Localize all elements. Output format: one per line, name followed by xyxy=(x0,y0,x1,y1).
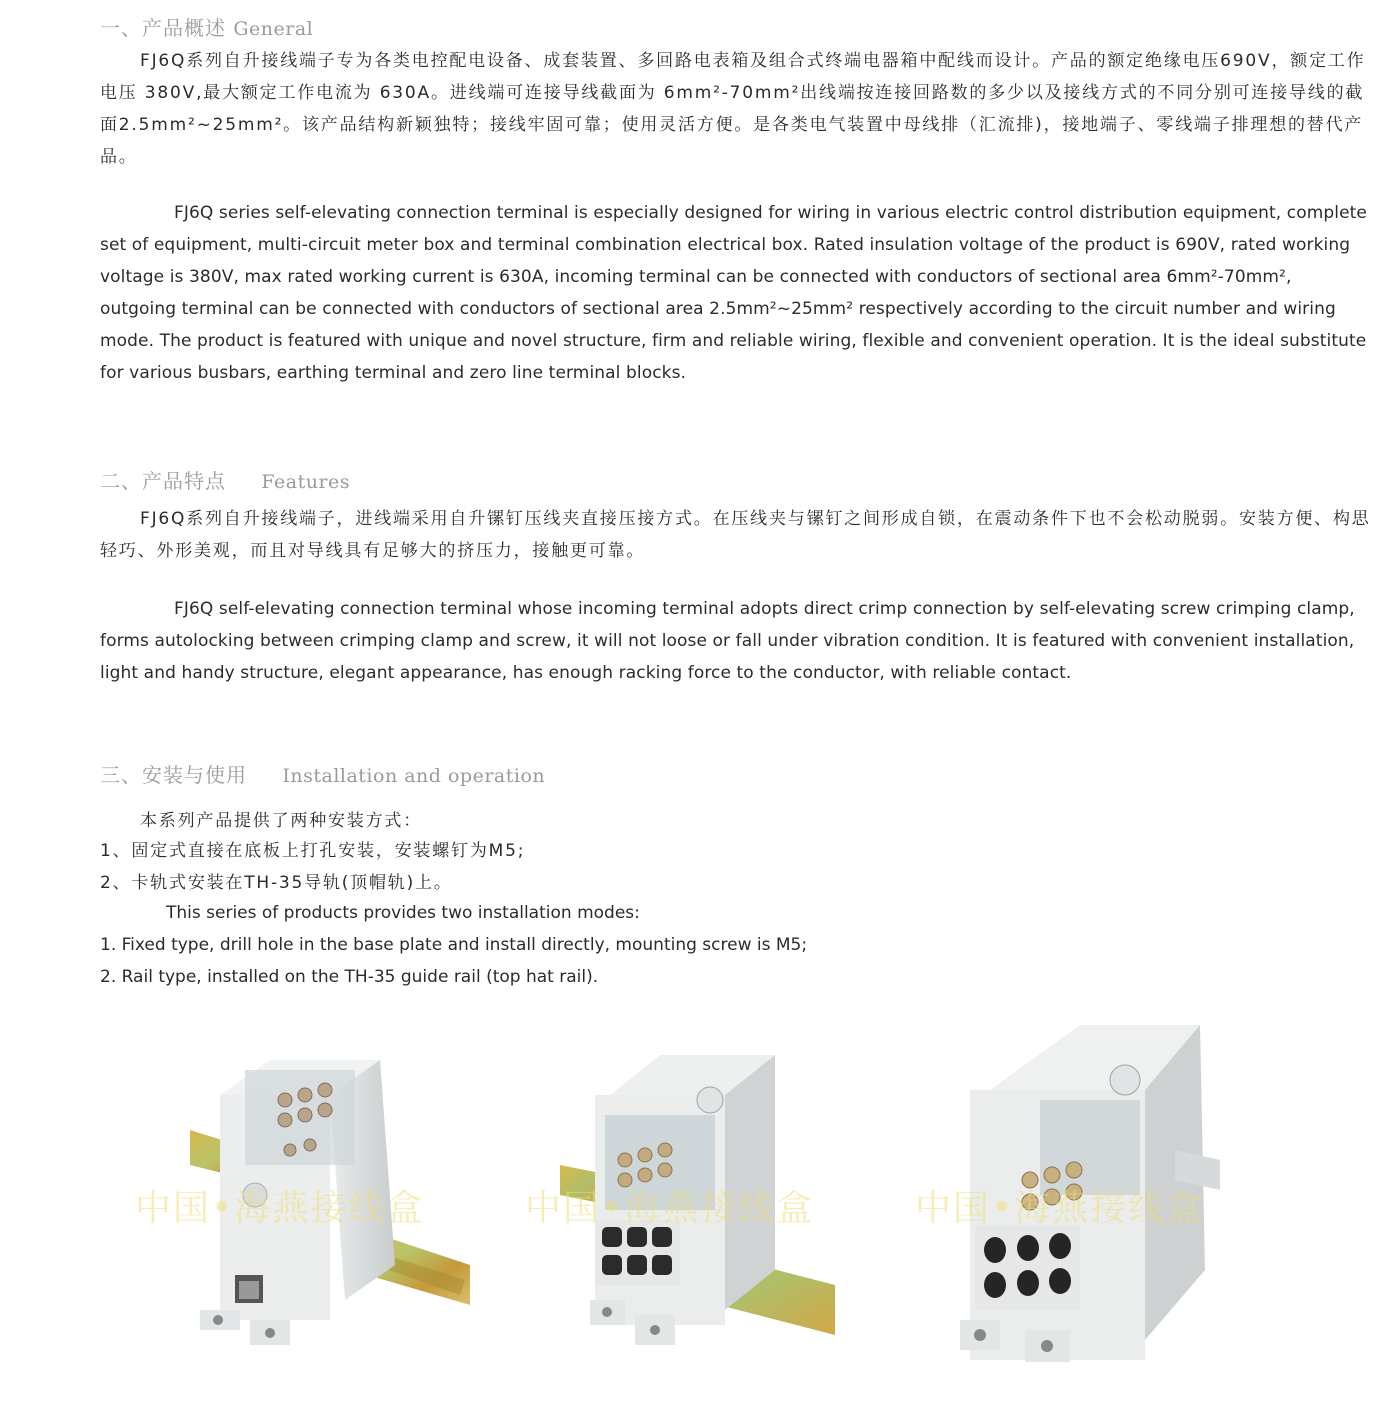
installation-intro-cn: 本系列产品提供了两种安装方式： xyxy=(140,811,422,831)
general-paragraph-en: FJ6Q series self-elevating connection terminal is especially designed for wiring in various electric control distribution equipment, complete set of equipment, multi-circuit meter box and terminal combination electrical box. Rated insulation voltage of the product is 690V, rated working voltage is 380V, max rated working current is 630A, incoming terminal can be connected with conductors of sectional area 6mm²-70mm², outgoing terminal can be connected with conductors of sectional area 2.5mm²~25mm² respectively according to the circuit number and wiring mode. The product is featured with unique and novel structure, firm and reliable wiring, flexible and convenient operation. It is the ideal substitute for various busbars, earthing terminal and zero line terminal blocks. xyxy=(100,203,1367,383)
general-heading-en: General xyxy=(233,18,314,40)
installation-heading-en: Installation and operation xyxy=(282,765,546,787)
watermark-2: 中国•海燕接线盒 xyxy=(525,1188,815,1229)
installation-intro-en: This series of products provides two installation modes: xyxy=(166,903,640,923)
installation-heading xyxy=(100,759,545,788)
general-heading xyxy=(100,12,313,41)
features-heading xyxy=(100,465,350,494)
installation-item1-en: 1. Fixed type, drill hole in the base plate and install directly, mounting screw is M5; xyxy=(100,935,808,955)
installation-heading-cn: 三、安装与使用 xyxy=(100,763,247,787)
general-heading-cn: 一、产品概述 xyxy=(100,16,226,40)
features-heading-en: Features xyxy=(261,471,351,493)
features-paragraph-cn: FJ6Q系列自升接线端子，进线端采用自升镙钉压线夹直接压接方式。在压线夹与镙钉之间形成自锁，在震动条件下也不会松动脱弱。安装方便、构思轻巧、外形美观，而且对导线具有足够大的挤压力，接触更可靠。 xyxy=(100,509,1371,561)
watermark-1: 中国•海燕接线盒 xyxy=(135,1188,425,1229)
installation-item2-en: 2. Rail type, installed on the TH-35 guide rail (top hat rail). xyxy=(100,967,599,987)
general-paragraph-cn: FJ6Q系列自升接线端子专为各类电控配电设备、成套装置、多回路电表箱及组合式终端电器箱中配线而设计。产品的额定绝缘电压690V，额定工作电压 380V,最大额定工作电流为 630A。进线端可连接导线截面为 6mm²-70mm²出线端按连接回路数的多少以及接线方式的不同分别可连接导线的截面2.5mm²~25mm²。该产品结构新颖独特；接线牢固可靠；使用灵活方便。是各类电气装置中母线排（汇流排)，接地端子、零线端子排理想的替代产品。 xyxy=(100,51,1366,167)
installation-item1-cn: 1、固定式直接在底板上打孔安装，安装螺钉为M5; xyxy=(100,841,526,861)
features-heading-cn: 二、产品特点 xyxy=(100,469,226,493)
features-paragraph-en: FJ6Q self-elevating connection terminal whose incoming terminal adopts direct crimp connection by self-elevating screw crimping clamp, forms autolocking between crimping clamp and screw, it will not loose or fall under vibration condition. It is featured with convenient installation, light and handy structure, elegant appearance, has enough racking force to the conductor, with reliable contact. xyxy=(100,599,1355,683)
installation-item2-cn: 2、卡轨式安装在TH-35导轨(顶帽轨)上。 xyxy=(100,873,453,893)
watermark-3: 中国•海燕接线盒 xyxy=(915,1188,1205,1229)
